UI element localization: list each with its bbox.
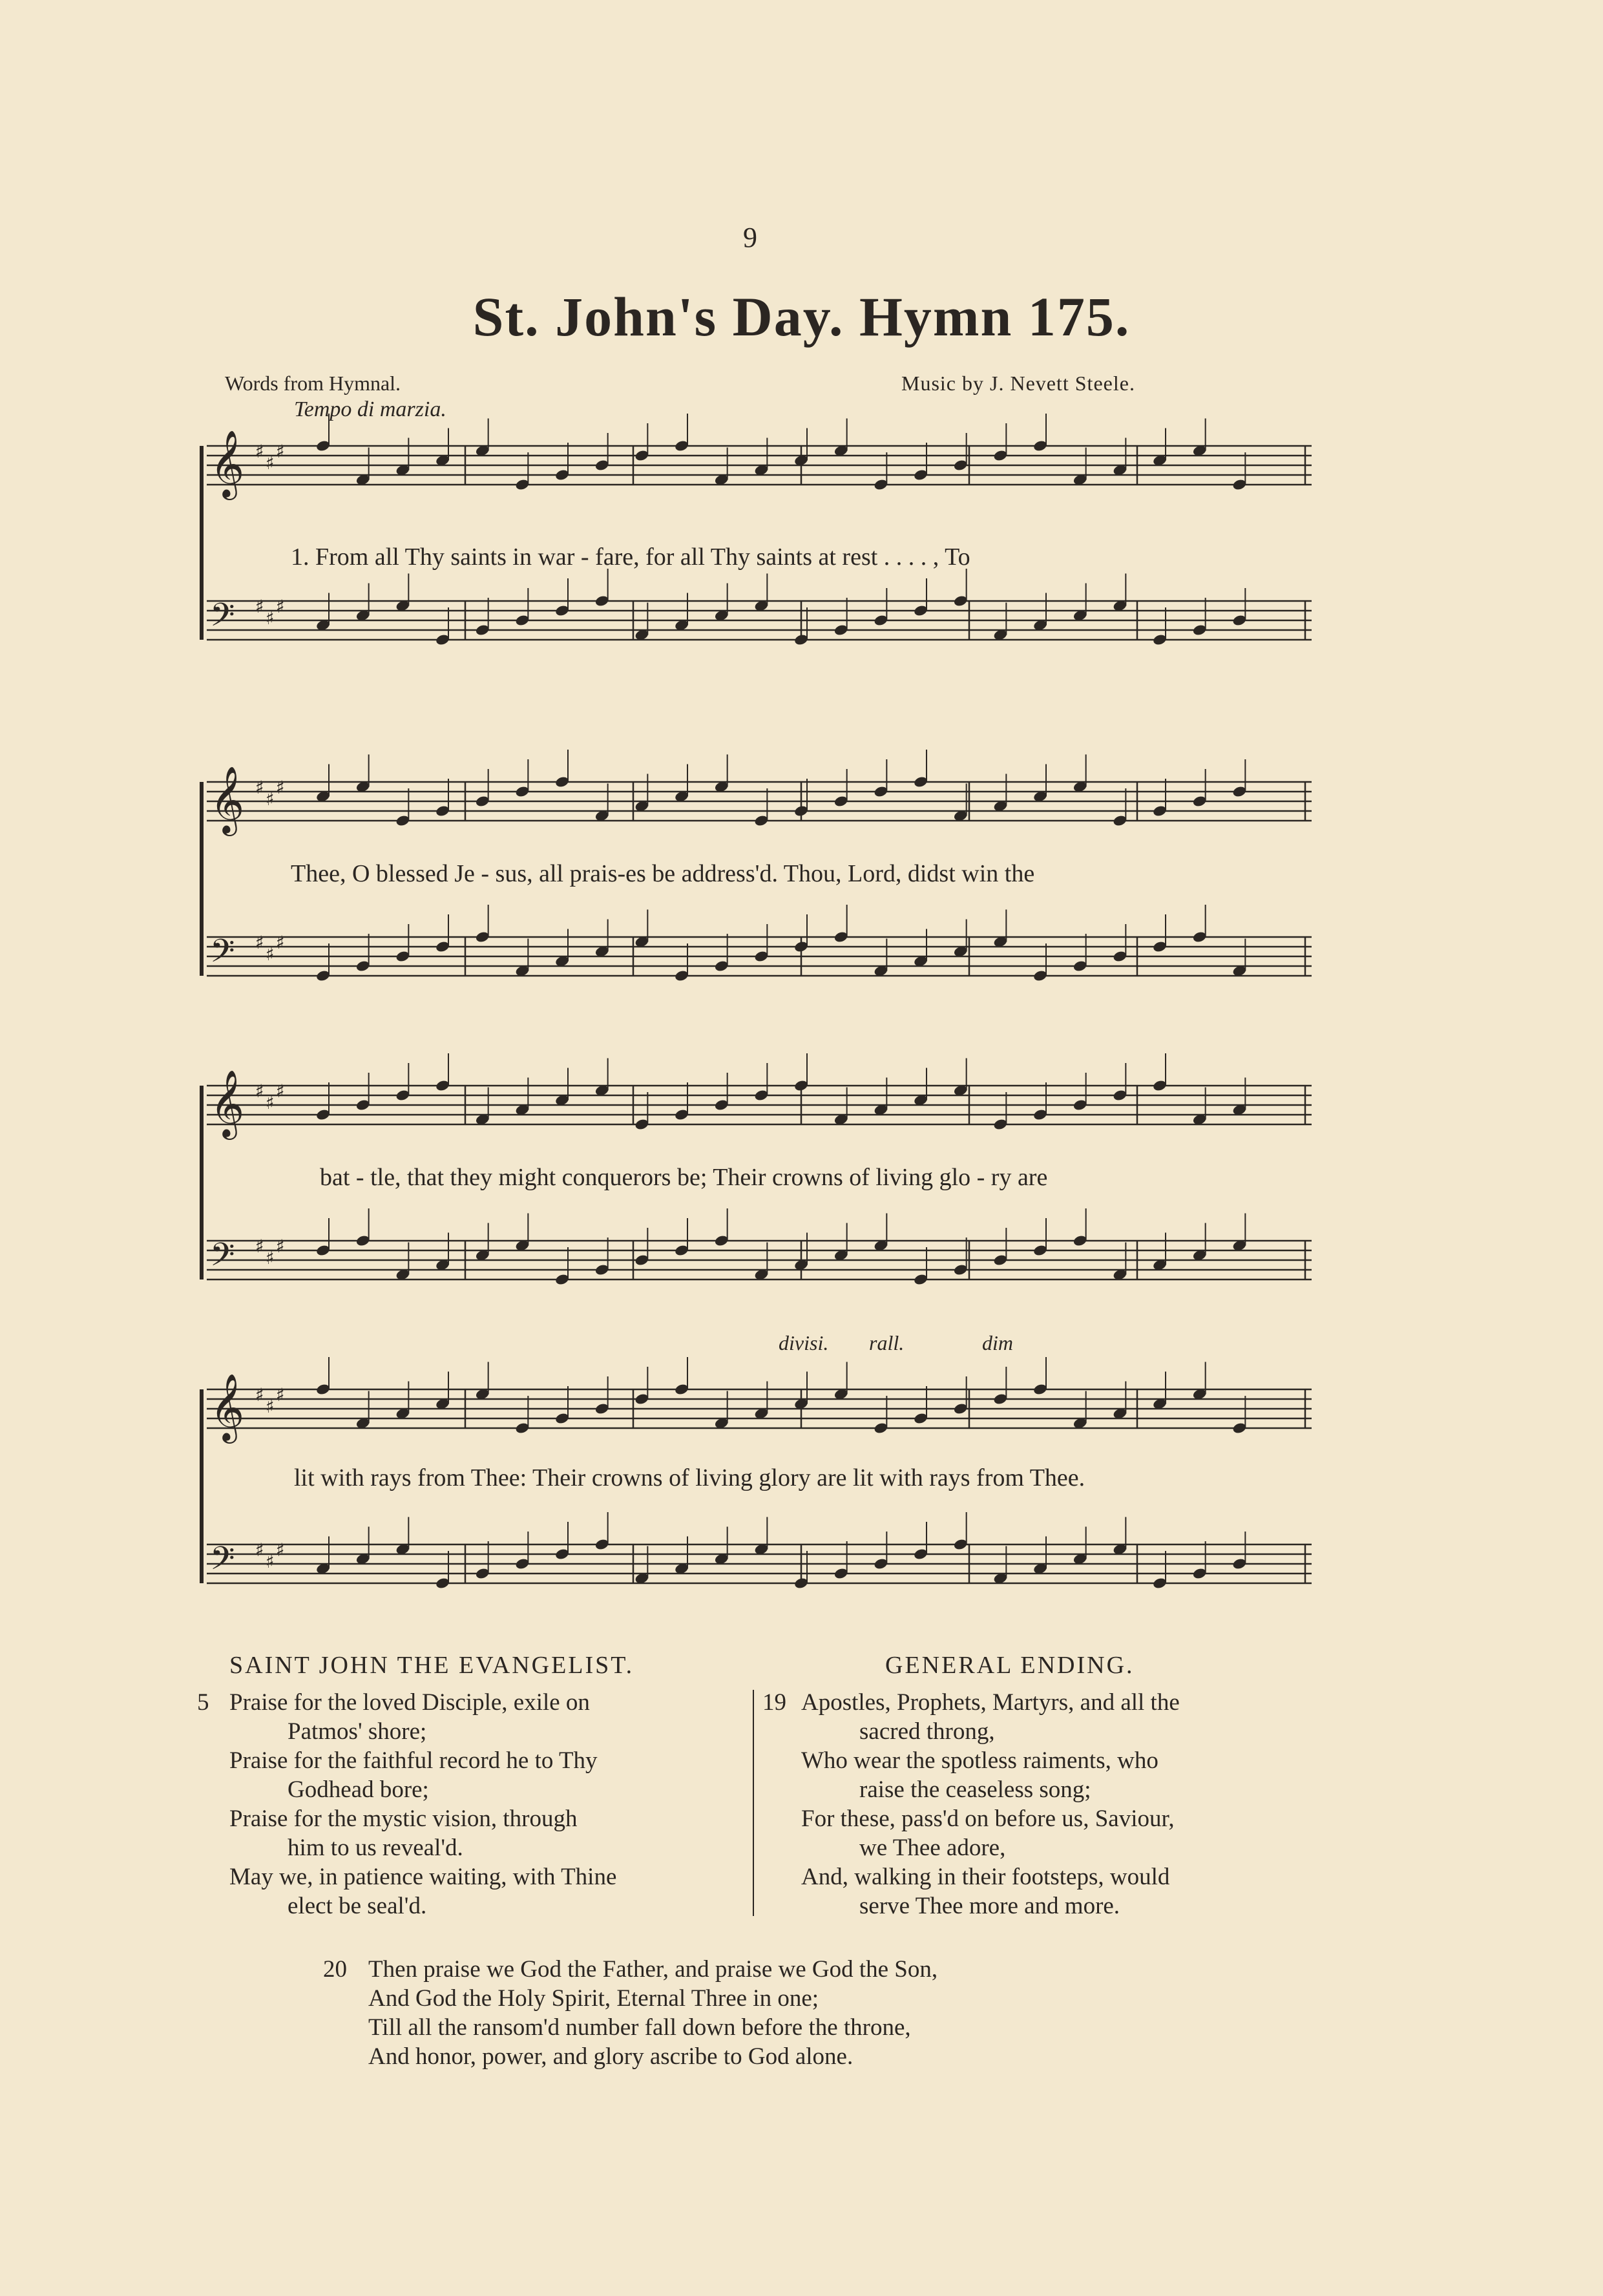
- divisi-marking: divisi.: [779, 1331, 829, 1354]
- stanza-line: raise the ceaseless song;: [859, 1776, 1091, 1803]
- sharp-icon: ♯: [255, 1080, 264, 1102]
- treble-clef-icon: 𝄞: [210, 1069, 245, 1137]
- sharp-icon: ♯: [255, 1236, 264, 1257]
- sharp-icon: ♯: [266, 1396, 275, 1417]
- stanza-line: And honor, power, and glory ascribe to God alone.: [368, 2043, 854, 2070]
- treble-clef-icon: 𝄞: [210, 430, 245, 498]
- staff: [207, 750, 1312, 836]
- bass-clef-icon: 𝄢: [210, 1236, 235, 1281]
- sharp-icon: ♯: [266, 452, 275, 474]
- page-number: 9: [743, 222, 757, 253]
- score-staves-2: [194, 743, 1318, 1047]
- bass-clef-icon: 𝄢: [210, 1540, 235, 1585]
- stanza-line: Apostles, Prophets, Martyrs, and all the: [801, 1689, 1180, 1716]
- stanza-line: Godhead bore;: [288, 1776, 429, 1803]
- stanza-number-5: 5: [197, 1689, 209, 1716]
- stanza-line: May we, in patience waiting, with Thine: [229, 1864, 617, 1890]
- staff: [207, 1208, 1312, 1286]
- sharp-icon: ♯: [255, 1384, 264, 1406]
- music-system-2: [194, 743, 1318, 1047]
- dim-marking: dim: [982, 1331, 1013, 1354]
- music-system-1: [194, 407, 1318, 711]
- stanza-20: [323, 1955, 1208, 2071]
- staff: [207, 414, 1312, 500]
- sharp-icon: ♯: [276, 1236, 285, 1257]
- score-staves-3: [194, 1047, 1318, 1351]
- section-heading-2: GENERAL ENDING.: [885, 1652, 1135, 1679]
- sharp-icon: ♯: [255, 596, 264, 617]
- sharp-icon: ♯: [276, 1539, 285, 1561]
- sharp-icon: ♯: [276, 777, 285, 798]
- stanza-line: serve Thee more and more.: [859, 1893, 1120, 1919]
- sharp-icon: ♯: [255, 932, 264, 953]
- staff: [207, 1053, 1312, 1140]
- sharp-icon: ♯: [276, 441, 285, 462]
- rall-marking: rall.: [869, 1331, 905, 1354]
- sharp-icon: ♯: [266, 788, 275, 810]
- column-divider: [753, 1690, 754, 1916]
- lyric-line-3: bat - tle, that they might conquerors be; Their crowns of living glo - ry are: [320, 1164, 1048, 1191]
- words-credit: Words from Hymnal.: [225, 372, 401, 395]
- score-staves-4: [194, 1351, 1318, 1654]
- sharp-icon: ♯: [276, 1384, 285, 1406]
- lyric-line-4: lit with rays from Thee: Their crowns of living glory are lit with rays from Thee.: [294, 1464, 1085, 1491]
- sharp-icon: ♯: [255, 441, 264, 462]
- stanza-line: And, walking in their footsteps, would: [801, 1864, 1170, 1890]
- lyric-line-1: 1. From all Thy saints in war - fare, for all Thy saints at rest . . . . , To: [291, 543, 970, 571]
- sharp-icon: ♯: [255, 1539, 264, 1561]
- sharp-icon: ♯: [255, 777, 264, 798]
- staff: [207, 569, 1312, 646]
- sharp-icon: ♯: [276, 1080, 285, 1102]
- tempo-marking: Tempo di marzia.: [294, 397, 446, 421]
- stanza-line: Praise for the faithful record he to Thy: [229, 1747, 598, 1774]
- music-system-4: [194, 1351, 1318, 1654]
- treble-clef-icon: 𝄞: [210, 1373, 245, 1441]
- sharp-icon: ♯: [266, 1092, 275, 1113]
- sharp-icon: ♯: [266, 1551, 275, 1572]
- stanza-line: him to us reveal'd.: [288, 1835, 463, 1861]
- stanza-line: we Thee adore,: [859, 1835, 1006, 1861]
- treble-clef-icon: 𝄞: [210, 766, 245, 834]
- stanza-line: Praise for the loved Disciple, exile on: [229, 1689, 590, 1716]
- staff: [207, 905, 1312, 982]
- stanza-line: sacred throng,: [859, 1718, 995, 1745]
- staff: [207, 1512, 1312, 1590]
- lyric-line-2: Thee, O blessed Je - sus, all prais-es be address'd. Thou, Lord, didst win the: [291, 860, 1035, 887]
- staff: [207, 1357, 1312, 1444]
- stanza-number-20: 20: [323, 1956, 347, 1983]
- stanza-line: And God the Holy Spirit, Eternal Three in one;: [368, 1985, 819, 2012]
- stanza-5: [197, 1688, 740, 1921]
- stanza-line: Patmos' shore;: [288, 1718, 427, 1745]
- bass-clef-icon: 𝄢: [210, 932, 235, 978]
- sharp-icon: ♯: [266, 1247, 275, 1269]
- hymn-title: St. John's Day. Hymn 175.: [472, 286, 1131, 348]
- stanza-line: Then praise we God the Father, and praise we God the Son,: [368, 1956, 938, 1983]
- music-credit: Music by J. Nevett Steele.: [901, 372, 1135, 395]
- sharp-icon: ♯: [276, 596, 285, 617]
- section-heading-1: SAINT JOHN THE EVANGELIST.: [229, 1652, 634, 1679]
- stanza-line: Praise for the mystic vision, through: [229, 1806, 578, 1832]
- stanza-19: [762, 1688, 1318, 1921]
- stanza-line: Who wear the spotless raiments, who: [801, 1747, 1158, 1774]
- stanza-line: elect be seal'd.: [288, 1893, 427, 1919]
- sharp-icon: ♯: [266, 607, 275, 629]
- stanza-number-19: 19: [762, 1689, 786, 1716]
- sharp-icon: ♯: [276, 932, 285, 953]
- music-system-3: [194, 1047, 1318, 1351]
- sharp-icon: ♯: [266, 943, 275, 965]
- stanza-line: For these, pass'd on before us, Saviour,: [801, 1806, 1175, 1832]
- stanza-line: Till all the ransom'd number fall down before the throne,: [368, 2014, 911, 2041]
- bass-clef-icon: 𝄢: [210, 596, 235, 642]
